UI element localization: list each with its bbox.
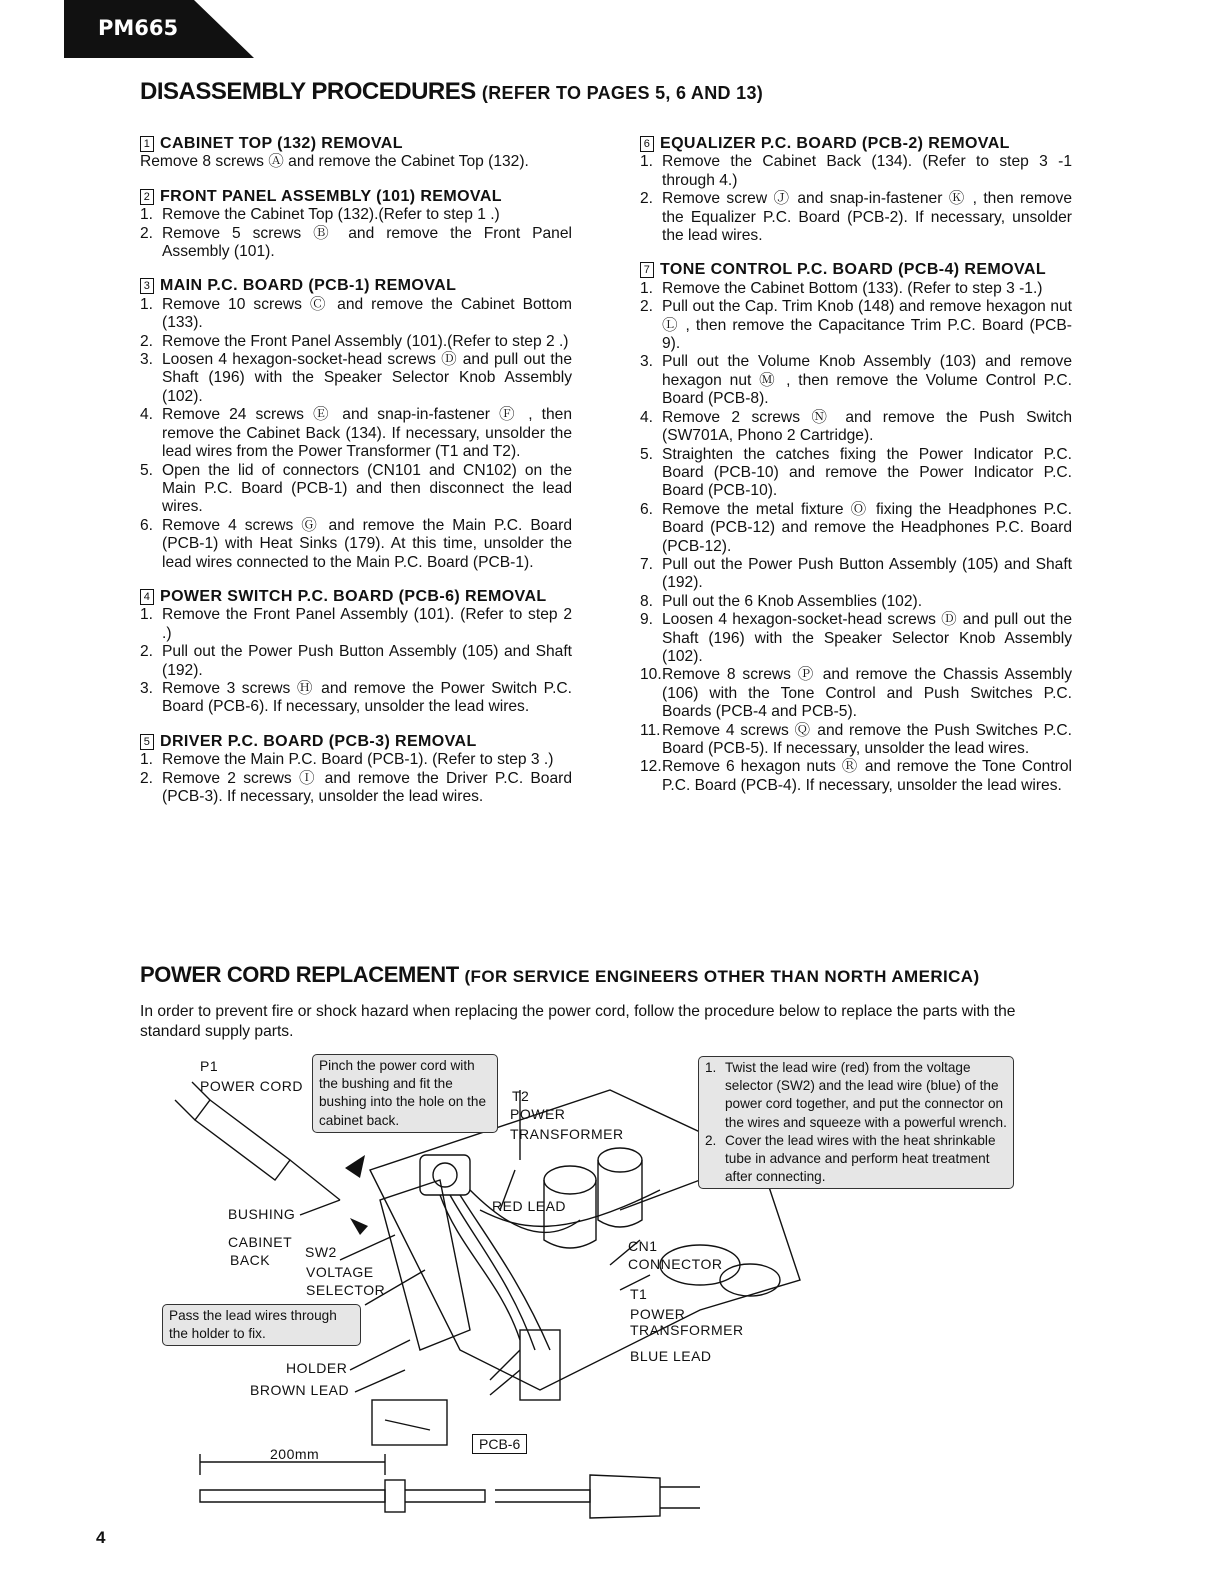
section-5 <box>140 733 572 807</box>
note-pinch-bushing: Pinch the power cord with the bushing and fit the bushing into the hole on the cabinet back. <box>312 1054 498 1133</box>
note-procedure <box>698 1056 1014 1189</box>
label-red-lead: RED LEAD <box>492 1198 567 1214</box>
note-holder: Pass the lead wires through the holder to fix. <box>162 1304 361 1346</box>
label-voltage: VOLTAGE <box>306 1264 374 1280</box>
label-t1-transformer: TRANSFORMER <box>630 1322 744 1338</box>
step-item: 3. Remove 3 screws Ⓗ and remove the Power Switch P.C. Board (PCB-6). If necessary, unsolder the lead wires. <box>140 679 572 716</box>
label-t2-power: POWER <box>510 1106 566 1122</box>
section-title: 7 TONE CONTROL P.C. BOARD (PCB-4) REMOVAL <box>640 261 1072 279</box>
step-item: 1. Remove 10 screws Ⓒ and remove the Cabinet Bottom (133). <box>140 295 572 332</box>
inset-box <box>372 1400 447 1445</box>
step-item: 8. Pull out the 6 Knob Assemblies (102). <box>640 592 923 610</box>
step-item: 1. Remove the Cabinet Back (134). (Refer to step 3 -1 through 4.) <box>640 153 1072 189</box>
step-item: 6. Remove 4 screws Ⓖ and remove the Main P.C. Board (PCB-1) with Heat Sinks (179). At this time, unsolder the lead wires connected to the Main P.C. Board (PCB-1). <box>140 516 572 571</box>
step-item: 5. Straighten the catches fixing the Power Indicator P.C. Board (PCB-10) and remove the Power Indicator P.C. Board (PCB-10). <box>640 445 1072 500</box>
step-item: 3. Pull out the Volume Knob Assembly (103) and remove hexagon nut Ⓜ , then remove the Volume Control P.C. Board (PCB-8). <box>640 353 1072 408</box>
step-item: 5. Open the lid of connectors (CN101 and CN102) on the Main P.C. Board (PCB-1) and then disconnect the lead wires. <box>140 461 572 516</box>
leader-cabinet-back <box>340 1235 395 1260</box>
label-blue-lead: BLUE LEAD <box>630 1348 712 1364</box>
cord-bushing <box>385 1480 405 1512</box>
step-item: 2. Remove the Front Panel Assembly (101).(Refer to step 2 .) <box>140 332 569 350</box>
voltage-selector-sw2 <box>420 1155 470 1195</box>
step-item: 4. Remove 24 screws Ⓔ and snap-in-fastener Ⓕ , then remove the Cabinet Back (134). If necessary, unsolder the lead wires from the Power Transformer (T1 and T2). <box>140 406 572 461</box>
plug-p1 <box>195 1100 290 1180</box>
label-sw2: SW2 <box>305 1244 337 1260</box>
label-holder: HOLDER <box>286 1360 348 1376</box>
power-cord-wire <box>290 1160 340 1200</box>
step-item: 4. Remove 2 screws Ⓝ and remove the Push Switch (SW701A, Phono 2 Cartridge). <box>640 408 1072 445</box>
label-brown-lead: BROWN LEAD <box>250 1382 350 1398</box>
step-item: 1. Remove the Cabinet Top (132).(Refer to step 1 .) <box>140 206 500 224</box>
step-item: 10. Remove 8 screws Ⓟ and remove the Chassis Assembly (106) with the Tone Control and Push Switches P.C. Boards (PCB-4 and PCB-5). <box>640 666 1072 721</box>
step-item: 12. Remove 6 hexagon nuts Ⓡ and remove the Tone Control P.C. Board (PCB-4). If necessary, unsolder the lead wires. <box>640 758 1072 794</box>
step-item: 11. Remove 4 screws Ⓠ and remove the Push Switches P.C. Board (PCB-5). If necessary, unsolder the lead wires. <box>640 721 1072 757</box>
step-item: 2. Remove 2 screws Ⓘ and remove the Driver P.C. Board (PCB-3). If necessary, unsolder the lead wires. <box>140 769 572 805</box>
cord-sheath <box>200 1490 385 1502</box>
section-title: 5 DRIVER P.C. BOARD (PCB-3) REMOVAL <box>140 733 572 751</box>
transformer-t2-top <box>544 1166 596 1194</box>
step-item: 1. Remove the Front Panel Assembly (101). (Refer to step 2 .) <box>140 606 572 642</box>
label-cabinet: CABINET <box>228 1234 293 1250</box>
step-item: 3. Loosen 4 hexagon-socket-head screws Ⓓ and pull out the Shaft (196) with the Speaker Selector Knob Assembly (102). <box>140 351 572 405</box>
left-column <box>140 135 572 822</box>
model-tab-label: PM665 <box>98 16 179 40</box>
label-pcb6: PCB-6 <box>472 1434 527 1454</box>
section-title: 2 FRONT PANEL ASSEMBLY (101) REMOVAL <box>140 188 572 206</box>
label-t2-transformer: TRANSFORMER <box>510 1126 624 1142</box>
arrow-bushing-in <box>345 1155 365 1178</box>
disassembly-title: DISASSEMBLY PROCEDURES (REFER TO PAGES 5, 6 AND 13) <box>140 78 764 105</box>
wire-bundle <box>440 1195 520 1340</box>
section-text: Remove 8 screws Ⓐ and remove the Cabinet Top (132). <box>140 153 529 171</box>
step-item: 1. Remove the Cabinet Bottom (133). (Refer to step 3 -1.) <box>640 279 1043 297</box>
label-power-cord: POWER CORD <box>200 1078 303 1094</box>
label-t1-power: POWER <box>630 1306 686 1322</box>
label-selector: SELECTOR <box>306 1282 386 1298</box>
label-connector: CONNECTOR <box>628 1256 723 1272</box>
capacitor-top <box>598 1148 642 1172</box>
section-4 <box>140 588 572 717</box>
label-bushing: BUSHING <box>228 1206 296 1222</box>
step-item: 6. Remove the metal fixture Ⓞ fixing the Headphones P.C. Board (PCB-12) and remove the Headphones P.C. Board (PCB-12). <box>640 500 1072 555</box>
note-step: 2. Cover the lead wires with the heat shrinkable tube in advance and perform heat treatment after connecting. <box>705 1132 996 1185</box>
power-cord-intro: In order to prevent fire or shock hazard when replacing the power cord, follow the procedure below to replace the parts with the standard supply parts. <box>140 1003 1016 1040</box>
section-title: 4 POWER SWITCH P.C. BOARD (PCB-6) REMOVAL <box>140 588 572 606</box>
label-p1: P1 <box>200 1058 219 1074</box>
cord-plug <box>590 1475 660 1518</box>
label-t1: T1 <box>630 1286 648 1302</box>
label-back: BACK <box>230 1252 271 1268</box>
power-cord-title: POWER CORD REPLACEMENT (FOR SERVICE ENGINEERS OTHER THAN NORTH AMERICA) <box>140 962 980 987</box>
leader-brown-lead <box>355 1370 405 1392</box>
right-column <box>640 135 1072 811</box>
step-item: 9. Loosen 4 hexagon-socket-head screws Ⓓ and pull out the Shaft (196) with the Speaker Selector Knob Assembly (102). <box>640 611 1072 665</box>
section-1 <box>140 135 572 172</box>
section-title: 6 EQUALIZER P.C. BOARD (PCB-2) REMOVAL <box>640 135 1072 153</box>
section-6 <box>640 135 1072 245</box>
plug-pins <box>660 1487 700 1508</box>
section-7 <box>640 261 1072 795</box>
step-item: 1. Remove the Main P.C. Board (PCB-1). (Refer to step 3 .) <box>140 751 554 769</box>
label-cn1: CN1 <box>628 1238 658 1254</box>
arrow-bushing-push <box>350 1218 368 1235</box>
step-item: 2. Pull out the Cap. Trim Knob (148) and remove hexagon nut Ⓛ , then remove the Capacitance Trim P.C. Board (PCB-9). <box>640 298 1072 353</box>
leader-note-1 <box>620 1180 700 1210</box>
section-title: 3 MAIN P.C. BOARD (PCB-1) REMOVAL <box>140 277 572 295</box>
leader-bushing <box>300 1200 340 1215</box>
label-dimension: 200mm <box>270 1446 320 1462</box>
page-number: 4 <box>96 1528 106 1547</box>
step-item: 2. Remove screw Ⓙ and snap-in-fastener Ⓚ , then remove the Equalizer P.C. Board (PCB-2). If necessary, unsolder the lead wires. <box>640 190 1072 245</box>
step-item: 2. Pull out the Power Push Button Assembly (105) and Shaft (192). <box>140 643 572 679</box>
note-step: 1. Twist the lead wire (red) from the voltage selector (SW2) and the lead wire (blue) of the power cord together, and put the connector on the wires and squeeze with a powerful wrench. <box>705 1060 1007 1130</box>
step-item: 2. Remove 5 screws Ⓑ and remove the Front Panel Assembly (101). <box>140 224 572 261</box>
label-t2: T2 <box>512 1088 530 1104</box>
section-title: 1 CABINET TOP (132) REMOVAL <box>140 135 572 153</box>
section-2 <box>140 188 572 262</box>
section-3 <box>140 277 572 572</box>
step-item: 7. Pull out the Power Push Button Assembly (105) and Shaft (192). <box>640 555 1072 592</box>
